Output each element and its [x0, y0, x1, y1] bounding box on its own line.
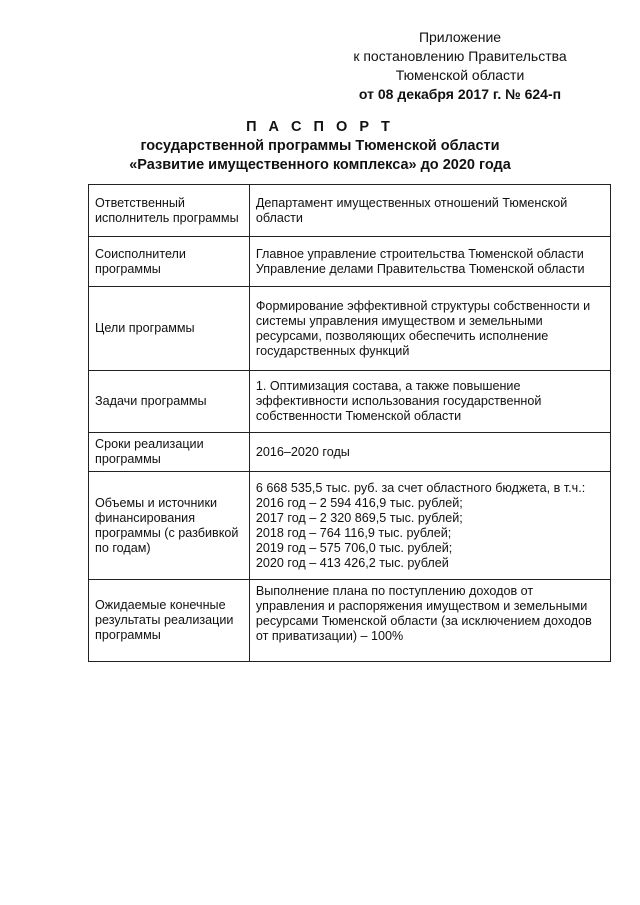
- funding-year-2018: 2018 год – 764 116,9 тыс. рублей;: [255, 525, 452, 540]
- row-value-text: Выполнение плана по поступлению доходов от управления и распоряжения имуществом и земельными ресурсами Тюменской области (за исключением доходов от приватизации) – 100%: [255, 584, 592, 643]
- document-header: [330, 28, 590, 104]
- title-program-name: «Развитие имущественного комплекса» до 2020 года: [129, 157, 511, 173]
- table-row: [89, 237, 611, 287]
- document-title: [0, 118, 640, 175]
- funding-total: 6 668 535,5 тыс. руб. за счет областного бюджета, в т.ч.:: [255, 480, 586, 495]
- row-label: Сроки реализации программы: [89, 433, 250, 472]
- row-value: [249, 237, 610, 287]
- row-value: [249, 433, 610, 472]
- row-label: Задачи программы: [89, 371, 250, 433]
- row-value: [249, 371, 610, 433]
- funding-year-2020: 2020 год – 413 426,2 тыс. рублей: [255, 555, 449, 570]
- table-row: [89, 472, 611, 580]
- resolution-date-number: от 08 декабря 2017 г. № 624-п: [358, 86, 562, 102]
- row-value-text: Формирование эффективной структуры собственности и системы управления имуществом и земельными ресурсами, позволяющих обеспечить исполнение государственных функций: [255, 298, 591, 358]
- funding-year-2019: 2019 год – 575 706,0 тыс. рублей;: [255, 540, 453, 555]
- row-value-text: 2016–2020 годы: [255, 444, 350, 459]
- passport-table: [88, 184, 611, 662]
- row-label: Объемы и источники финансирования программы (с разбивкой по годам): [89, 472, 250, 580]
- table-row: [89, 433, 611, 472]
- funding-year-2016: 2016 год – 2 594 416,9 тыс. рублей;: [255, 495, 463, 510]
- row-value-text: 1. Оптимизация состава, а также повышение эффективности использования государственной собственности Тюменской области: [255, 379, 542, 423]
- row-value: [249, 185, 610, 237]
- table-row: [89, 580, 611, 662]
- row-value-text: Управление делами Правительства Тюменской области: [255, 261, 585, 276]
- row-value: [249, 287, 610, 371]
- table-row: [89, 185, 611, 237]
- row-label: Соисполнители программы: [89, 237, 250, 287]
- title-program-type: государственной программы Тюменской области: [140, 138, 500, 154]
- row-value-text: Главное управление строительства Тюменской области: [255, 246, 584, 261]
- row-label: Цели программы: [89, 287, 250, 371]
- table-row: [89, 287, 611, 371]
- row-value-text: Департамент имущественных отношений Тюменской области: [255, 195, 568, 225]
- resolution-reference: к постановлению Правительства: [353, 48, 567, 64]
- row-value: [249, 580, 610, 662]
- row-label: Ответственный исполнитель программы: [89, 185, 250, 237]
- title-passport: П А С П О Р Т: [246, 119, 394, 135]
- table-row: [89, 371, 611, 433]
- funding-year-2017: 2017 год – 2 320 869,5 тыс. рублей;: [255, 510, 463, 525]
- row-value: [249, 472, 610, 580]
- row-label: Ожидаемые конечные результаты реализации программы: [89, 580, 250, 662]
- appendix-label: Приложение: [418, 29, 502, 45]
- region-name: Тюменской области: [395, 67, 525, 83]
